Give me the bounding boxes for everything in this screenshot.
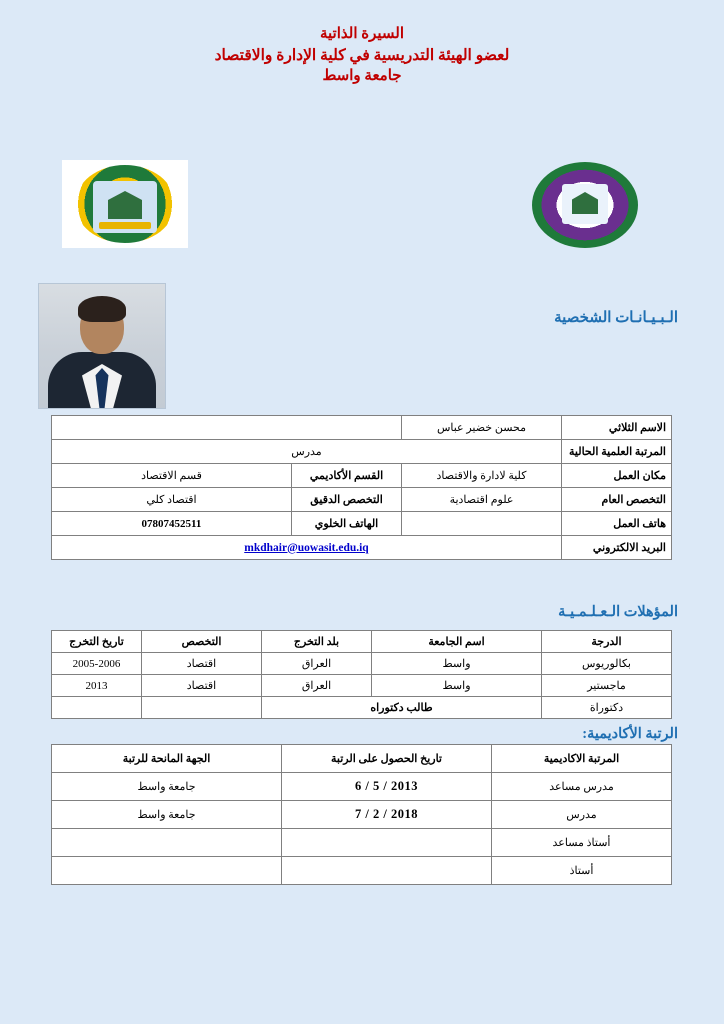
- table-row: [51, 464, 671, 488]
- table-row: [51, 512, 671, 536]
- cell-rank-date: [282, 829, 492, 857]
- cell-value-workplace: كلية لادارة والاقتصاد: [402, 464, 562, 488]
- cell-specialty: اقتصاد: [142, 653, 262, 675]
- cell-value-precise-specialty: اقتصاد كلي: [51, 488, 291, 512]
- title-line-3: جامعة واسط: [322, 68, 402, 84]
- table-row: [51, 440, 671, 464]
- table-row: [52, 653, 672, 675]
- cell-rank-date: [282, 857, 492, 885]
- cell-university: واسط: [372, 653, 542, 675]
- cell-label-workplace: مكان العمل: [562, 464, 672, 488]
- table-header-row: [52, 745, 672, 773]
- table-row: [52, 773, 672, 801]
- col-header-rank: المرتبة الاكاديمية: [492, 745, 672, 773]
- cell-label-email: البريد الالكتروني: [562, 536, 672, 560]
- cell-specialty: اقتصاد: [142, 675, 262, 697]
- col-header-specialty: التخصص: [142, 631, 262, 653]
- cell-empty: [51, 416, 401, 440]
- table-row: [51, 416, 671, 440]
- cell-graduation-date: 2013: [52, 675, 142, 697]
- cell-graduation-date: [52, 697, 142, 719]
- cell-granting-body: [52, 857, 282, 885]
- cell-value-mobile-phone: 07807452511: [51, 512, 291, 536]
- logo-inner: [562, 184, 608, 224]
- cell-value-email: [51, 536, 561, 560]
- cell-granting-body: [52, 829, 282, 857]
- cell-value-current-rank: مدرس: [51, 440, 561, 464]
- cell-label-work-phone: هاتف العمل: [562, 512, 672, 536]
- cell-granting-body: جامعة واسط: [52, 773, 282, 801]
- cell-label-general-specialty: التخصص العام: [562, 488, 672, 512]
- table-row: [52, 829, 672, 857]
- cell-granting-body: جامعة واسط: [52, 801, 282, 829]
- cell-label-precise-specialty: التخصص الدقيق: [292, 488, 402, 512]
- section-heading-qualifications: المؤهلات الـعـلـمـيـة: [558, 604, 678, 620]
- cell-value-department: قسم الاقتصاد: [51, 464, 291, 488]
- cell-rank: أستاذ مساعد: [492, 829, 672, 857]
- table-row: [51, 536, 671, 560]
- table-row: [52, 697, 672, 719]
- qualifications-table: [51, 630, 672, 719]
- cell-country: العراق: [262, 675, 372, 697]
- table-row: [52, 801, 672, 829]
- cell-rank: مدرس: [492, 801, 672, 829]
- cell-value-full-name: محسن خضير عباس: [402, 416, 562, 440]
- cell-label-mobile-phone: الهاتف الخلوي: [292, 512, 402, 536]
- building-icon: [572, 192, 598, 214]
- cell-university: واسط: [372, 675, 542, 697]
- cell-label-current-rank: المرتبة العلمية الحالية: [562, 440, 672, 464]
- personal-data-table: [51, 415, 672, 560]
- logo-inner: [93, 181, 157, 233]
- col-header-graduation-date: تاريخ التخرج: [52, 631, 142, 653]
- col-header-degree: الدرجة: [542, 631, 672, 653]
- hair-shape: [78, 296, 126, 322]
- col-header-university: اسم الجامعة: [372, 631, 542, 653]
- table-header-row: [52, 631, 672, 653]
- college-logo: [530, 160, 640, 250]
- cell-label-full-name: الاسم الثلاثي: [562, 416, 672, 440]
- col-header-granting-body: الجهة المانحة للرتبة: [52, 745, 282, 773]
- cell-graduation-date: 2005-2006: [52, 653, 142, 675]
- academic-ranks-table: [51, 744, 672, 885]
- building-icon: [108, 191, 142, 219]
- cell-label-department: القسم الأكاديمي: [292, 464, 402, 488]
- cell-rank-date: 2013 / 5 / 6: [282, 773, 492, 801]
- section-heading-ranks: الرتبة الأكاديمية:: [582, 726, 678, 742]
- cell-degree: بكالوريوس: [542, 653, 672, 675]
- document-title: [0, 24, 724, 87]
- cell-status: طالب دكتوراه: [262, 697, 542, 719]
- portrait-photo: [38, 283, 166, 409]
- table-row: [51, 488, 671, 512]
- col-header-country: بلد التخرج: [262, 631, 372, 653]
- table-row: [52, 857, 672, 885]
- logo-base: [99, 222, 151, 229]
- email-link[interactable]: mkdhair@uowasit.edu.iq: [244, 541, 369, 554]
- section-heading-personal: الـبـيـانـات الشخصية: [554, 310, 678, 326]
- cell-degree: ماجستير: [542, 675, 672, 697]
- wasit-university-logo: [62, 160, 188, 248]
- cell-value-general-specialty: علوم اقتصادية: [402, 488, 562, 512]
- title-line-2: لعضو الهيئة التدريسية في كلية الإدارة والاقتصاد: [214, 47, 510, 64]
- table-row: [52, 675, 672, 697]
- col-header-rank-date: تاريخ الحصول على الرتبة: [282, 745, 492, 773]
- cell-degree: دكتوراة: [542, 697, 672, 719]
- cell-rank: مدرس مساعد: [492, 773, 672, 801]
- cell-value-work-phone: [402, 512, 562, 536]
- title-line-1: السيرة الذاتية: [319, 26, 405, 42]
- cell-specialty: [142, 697, 262, 719]
- cell-country: العراق: [262, 653, 372, 675]
- cell-rank-date: 2018 / 2 / 7: [282, 801, 492, 829]
- cell-rank: أستاذ: [492, 857, 672, 885]
